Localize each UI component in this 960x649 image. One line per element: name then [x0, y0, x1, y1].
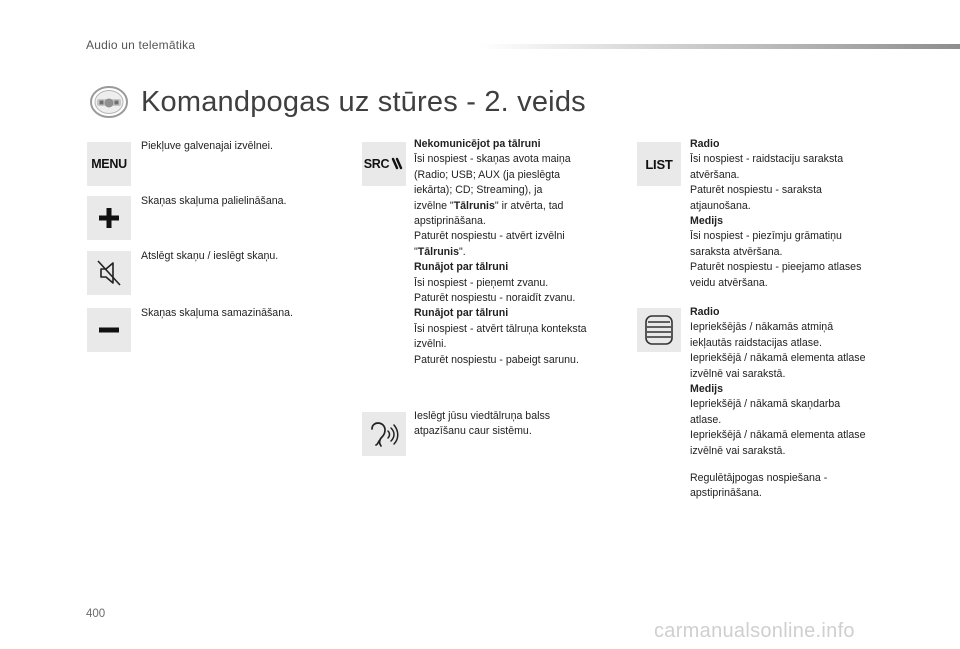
src-line: Paturēt nospiestu - noraidīt zvanu.	[414, 292, 576, 305]
menu-button-label: MENU	[91, 157, 127, 171]
menu-button-icon	[87, 142, 131, 186]
src-line: Īsi nospiest - atvērt tālruņa konteksta	[414, 322, 587, 335]
list-heading-radio: Radio	[690, 138, 720, 150]
list-line: veidu atvēršana.	[690, 276, 768, 289]
menu-description: Piekļuve galvenajai izvēlnei.	[141, 140, 273, 152]
wheel-line: izvēlnē vai sarakstā.	[690, 444, 786, 457]
src-button-label: SRC	[363, 157, 390, 171]
src-line: "Tālrunis".	[414, 245, 466, 258]
wheel-heading-radio: Radio	[690, 306, 720, 318]
list-heading-media: Medijs	[690, 215, 723, 228]
wheel-heading-media: Medijs	[690, 383, 723, 396]
list-line: Paturēt nospiestu - saraksta	[690, 184, 822, 197]
src-line: Īsi nospiest - skaņas avota maiņa	[414, 153, 571, 166]
list-line: Īsi nospiest - raidstaciju saraksta	[690, 153, 844, 166]
list-line: Īsi nospiest - piezīmju grāmatiņu	[690, 230, 842, 243]
list-button-icon	[637, 142, 681, 186]
list-button-label: LIST	[645, 156, 673, 172]
src-heading-in-call: Runājot par tālruni	[414, 307, 509, 320]
wheel-line: iekļautās raidstacijas atlase.	[690, 336, 822, 349]
list-line: atvēršana.	[690, 168, 740, 181]
wheel-line: Regulētājpogas nospiešana -	[690, 472, 828, 485]
phone-slash-icon	[390, 157, 404, 171]
src-line: Paturēt nospiestu - atvērt izvēlni	[414, 230, 565, 243]
list-line: Paturēt nospiestu - pieejamo atlases	[690, 261, 862, 274]
voice-line: atpazīšanu caur sistēmu.	[414, 425, 532, 438]
page-number: 400	[86, 608, 106, 620]
section-header: Audio un telemātika	[86, 38, 196, 52]
page-title: Komandpogas uz stūres - 2. veids	[141, 86, 586, 118]
src-line: Paturēt nospiestu - pabeigt sarunu.	[414, 353, 579, 366]
thumbwheel-icon	[637, 308, 681, 352]
plus-icon	[87, 196, 131, 240]
voice-description	[414, 409, 624, 440]
mute-description: Atslēgt skaņu / ieslēgt skaņu.	[141, 250, 279, 262]
wheel-line: apstiprināšana.	[690, 487, 762, 500]
mute-icon	[87, 251, 131, 295]
list-line: saraksta atvēršana.	[690, 245, 783, 258]
thumbwheel-description	[690, 305, 905, 502]
src-line: Īsi nospiest - pieņemt zvanu.	[414, 276, 549, 289]
src-heading-no-call: Nekomunicējot pa tālruni	[414, 138, 541, 150]
paragraph-gap	[690, 459, 905, 471]
watermark: carmanualsonline.info	[654, 620, 855, 642]
wheel-line: Iepriekšējā / nākamā skaņdarba	[690, 398, 841, 411]
src-line: (Radio; USB; AUX (ja pieslēgta	[414, 168, 561, 181]
src-line: izvēlni.	[414, 338, 447, 351]
wheel-line: atlase.	[690, 413, 722, 426]
volume-up-description: Skaņas skaļuma palielināšana.	[141, 195, 287, 207]
list-description	[690, 137, 905, 291]
minus-icon	[87, 308, 131, 352]
wheel-line: Iepriekšējās / nākamās atmiņā	[690, 321, 834, 334]
steering-wheel-icon	[88, 84, 130, 120]
wheel-line: Iepriekšējā / nākamā elementa atlase	[690, 429, 866, 442]
src-line: izvēlne "Tālrunis" ir atvērta, tad	[414, 199, 564, 212]
header-divider-bar	[480, 44, 960, 49]
src-line: apstiprināšana.	[414, 215, 486, 228]
voice-line: Ieslēgt jūsu viedtālruņa balss	[414, 410, 551, 422]
src-heading-in-call: Runājot par tālruni	[414, 261, 509, 274]
src-phone-icon	[362, 142, 406, 186]
volume-down-description: Skaņas skaļuma samazināšana.	[141, 307, 293, 319]
wheel-line: Iepriekšējā / nākamā elementa atlase	[690, 352, 866, 365]
list-line: atjaunošana.	[690, 199, 751, 212]
src-description	[414, 137, 624, 368]
voice-recognition-icon	[362, 412, 406, 456]
src-line: iekārta); CD; Streaming), ja	[414, 184, 543, 197]
wheel-line: izvēlnē vai sarakstā.	[690, 367, 786, 380]
